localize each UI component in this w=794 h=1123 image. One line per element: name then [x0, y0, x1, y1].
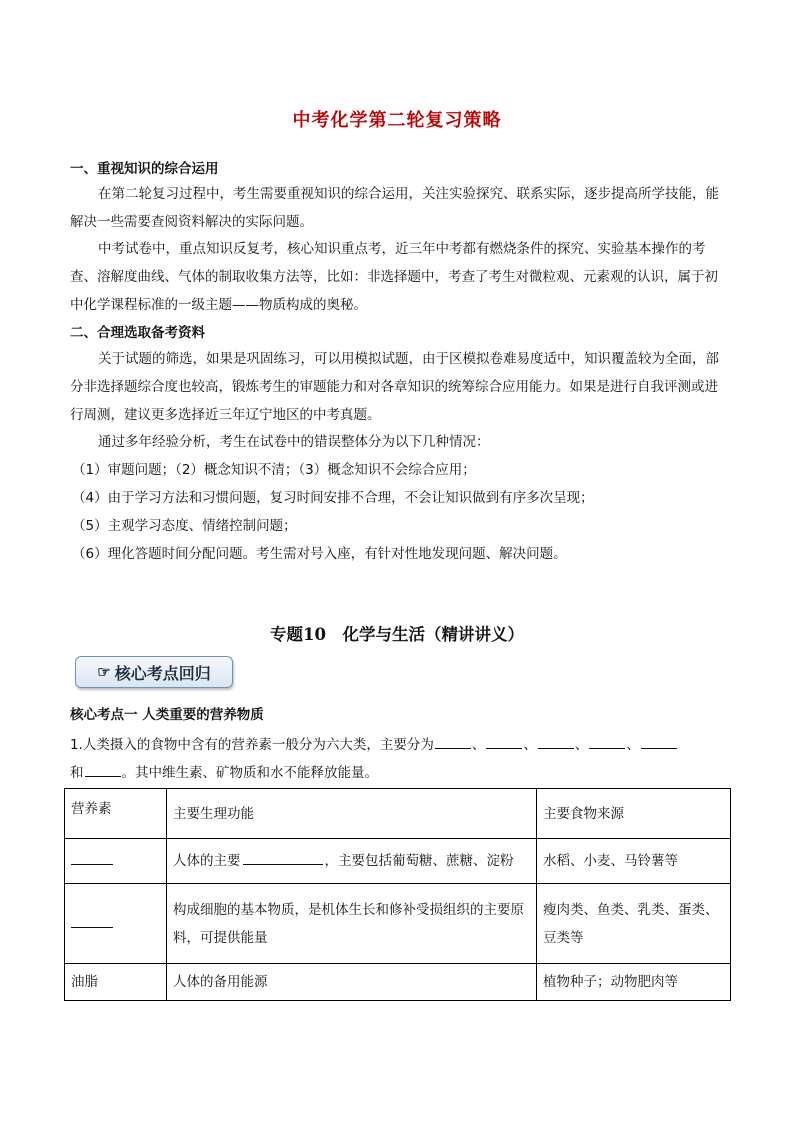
list-item: （4）由于学习方法和习惯问题，复习时间安排不合理，不会让知识做到有序多次呈现；: [72, 490, 594, 506]
table-row: [65, 839, 731, 884]
table-row: [65, 964, 731, 1001]
answer-blank[interactable]: [85, 762, 121, 777]
document-title: 中考化学第二轮复习策略: [292, 110, 502, 131]
table-cell: [167, 839, 537, 884]
error-type-list: [72, 456, 594, 568]
cell-text: 人体的主要: [173, 853, 241, 869]
separator: 、: [626, 737, 640, 753]
answer-blank[interactable]: [641, 734, 677, 749]
header-cell: 主要食物来源: [537, 789, 731, 839]
table-cell: 水稻、小麦、马铃薯等: [537, 839, 731, 884]
table-cell: 构成细胞的基本物质，是机体生长和修补受损组织的主要原料，可提供能量: [167, 884, 537, 964]
badge-label: 核心考点回归: [114, 663, 211, 683]
key-point-title: 核心考点一 人类重要的营养物质: [70, 707, 264, 723]
section1-paragraph-2: 中考试卷中，重点知识反复考，核心知识重点考，近三年中考都有燃烧条件的探究、实验基本操作的考查、溶解度曲线、气体的制取收集方法等，比如：非选择题中，考查了考生对微粒观、元素观的认识，属于初中化学课程标准的一级主题——物质构成的奥秘。: [70, 241, 718, 313]
table-cell: [65, 884, 167, 964]
table-cell: 人体的备用能源: [167, 964, 537, 1001]
table-header-row: [65, 789, 731, 839]
nutrient-table: [64, 788, 731, 1001]
table-cell: [65, 839, 167, 884]
separator: 、: [523, 737, 537, 753]
topic-title: 专题10 化学与生活（精讲讲义）: [270, 625, 524, 644]
answer-blank[interactable]: [71, 913, 113, 928]
answer-blank[interactable]: [538, 734, 574, 749]
answer-blank[interactable]: [71, 850, 113, 865]
list-item: （1）审题问题；（2）概念知识不清；（3）概念知识不会综合应用；: [72, 462, 476, 478]
separator: 、: [471, 737, 486, 753]
core-review-badge: [75, 656, 233, 688]
table-row: [65, 884, 731, 964]
section2-paragraph-1: 关于试题的筛选，如果是巩固练习，可以用模拟试题，由于区模拟卷难易度适中，知识覆盖较为全面，部分非选择题综合度也较高，锻炼考生的审题能力和对各章知识的统筹综合应用能力。如果是进行自我评测或进行周测，建议更多选择近三年辽宁地区的中考真题。: [70, 351, 719, 423]
list-item: （6）理化答题时间分配问题。考生需对号入座，有针对性地发现问题、解决问题。: [72, 546, 567, 562]
section2-paragraph-2: 通过多年经验分析，考生在试卷中的错误整体分为以下几种情况：: [98, 434, 490, 450]
separator: 、: [574, 737, 589, 753]
question-1: [70, 731, 730, 787]
pointing-hand-icon: ☞: [97, 663, 111, 681]
table-cell: 植物种子；动物肥肉等: [537, 964, 731, 1001]
list-item: （5）主观学习态度、情绪控制问题；: [72, 518, 297, 534]
question-text: 1.人类摄入的食物中含有的营养素一般分为六大类，主要分为: [70, 737, 434, 753]
table-cell: 瘦肉类、鱼类、乳类、蛋类、豆类等: [537, 884, 731, 964]
answer-blank[interactable]: [243, 850, 323, 865]
table-cell: 油脂: [65, 964, 167, 1001]
section2-heading: 二、合理选取备考资料: [70, 325, 205, 341]
cell-text: ，主要包括葡萄糖、蔗糖、淀粉: [324, 853, 514, 869]
question-text: 和: [70, 765, 84, 781]
header-cell: 主要生理功能: [167, 789, 537, 839]
section1-heading: 一、重视知识的综合运用: [70, 161, 219, 177]
answer-blank[interactable]: [589, 734, 625, 749]
question-text: 。其中维生素、矿物质和水不能释放能量。: [121, 765, 378, 781]
answer-blank[interactable]: [435, 734, 471, 749]
section1-paragraph-1: 在第二轮复习过程中，考生需要重视知识的综合运用，关注实验探究、联系实际，逐步提高所学技能，能解决一些需要查阅资料解决的实际问题。: [70, 186, 719, 230]
header-cell: 营养素: [65, 789, 167, 839]
answer-blank[interactable]: [486, 734, 522, 749]
